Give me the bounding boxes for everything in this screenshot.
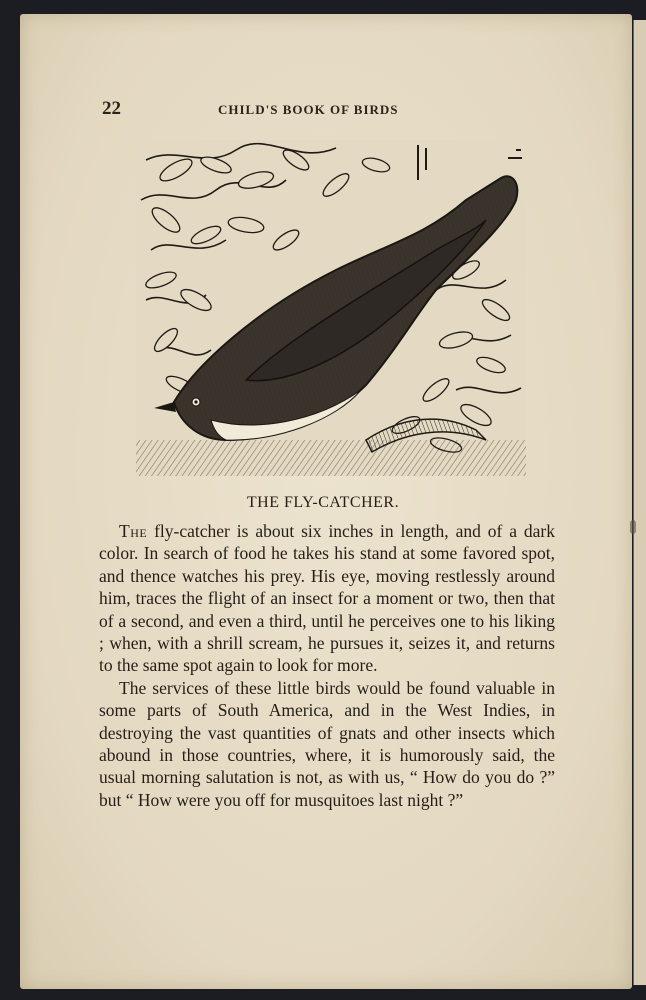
page-stain [630,520,636,534]
illustration-caption: THE FLY-CATCHER. [246,494,400,511]
paragraph-1-text: fly-catcher is about six inches in length, and of a dark color. In search of food he takes his stand at some favored spot, and thence watches his prey. His eye, moving restlessly around him, traces the flight of an insect for a moment or two, then that of a second, and even a third, until he perceives one to his liking ; when, with a shrill scream, he pursues it, seizes it, and returns to the same spot again to look for more. [99,521,555,676]
paragraph-2: The services of these little birds would be found valuable in some parts of South America, and in the West Indies, in destroying the vast quantities of gnats and other insects which abound in those countries, where, it is humorously said, the usual morning salutation is not, as with us, “ How do you do ?” but “ How were you off for musquitoes last night ?” [99,677,555,810]
body-text [99,520,555,811]
page-header [102,98,532,120]
running-title: CHILD'S BOOK OF BIRDS [218,102,399,117]
fly-catcher-woodcut-icon [136,140,526,476]
page-number: 22 [102,98,121,119]
adjacent-page-edge [633,20,646,985]
paragraph-1 [99,520,555,677]
paragraph-lead-word: The [119,521,148,541]
